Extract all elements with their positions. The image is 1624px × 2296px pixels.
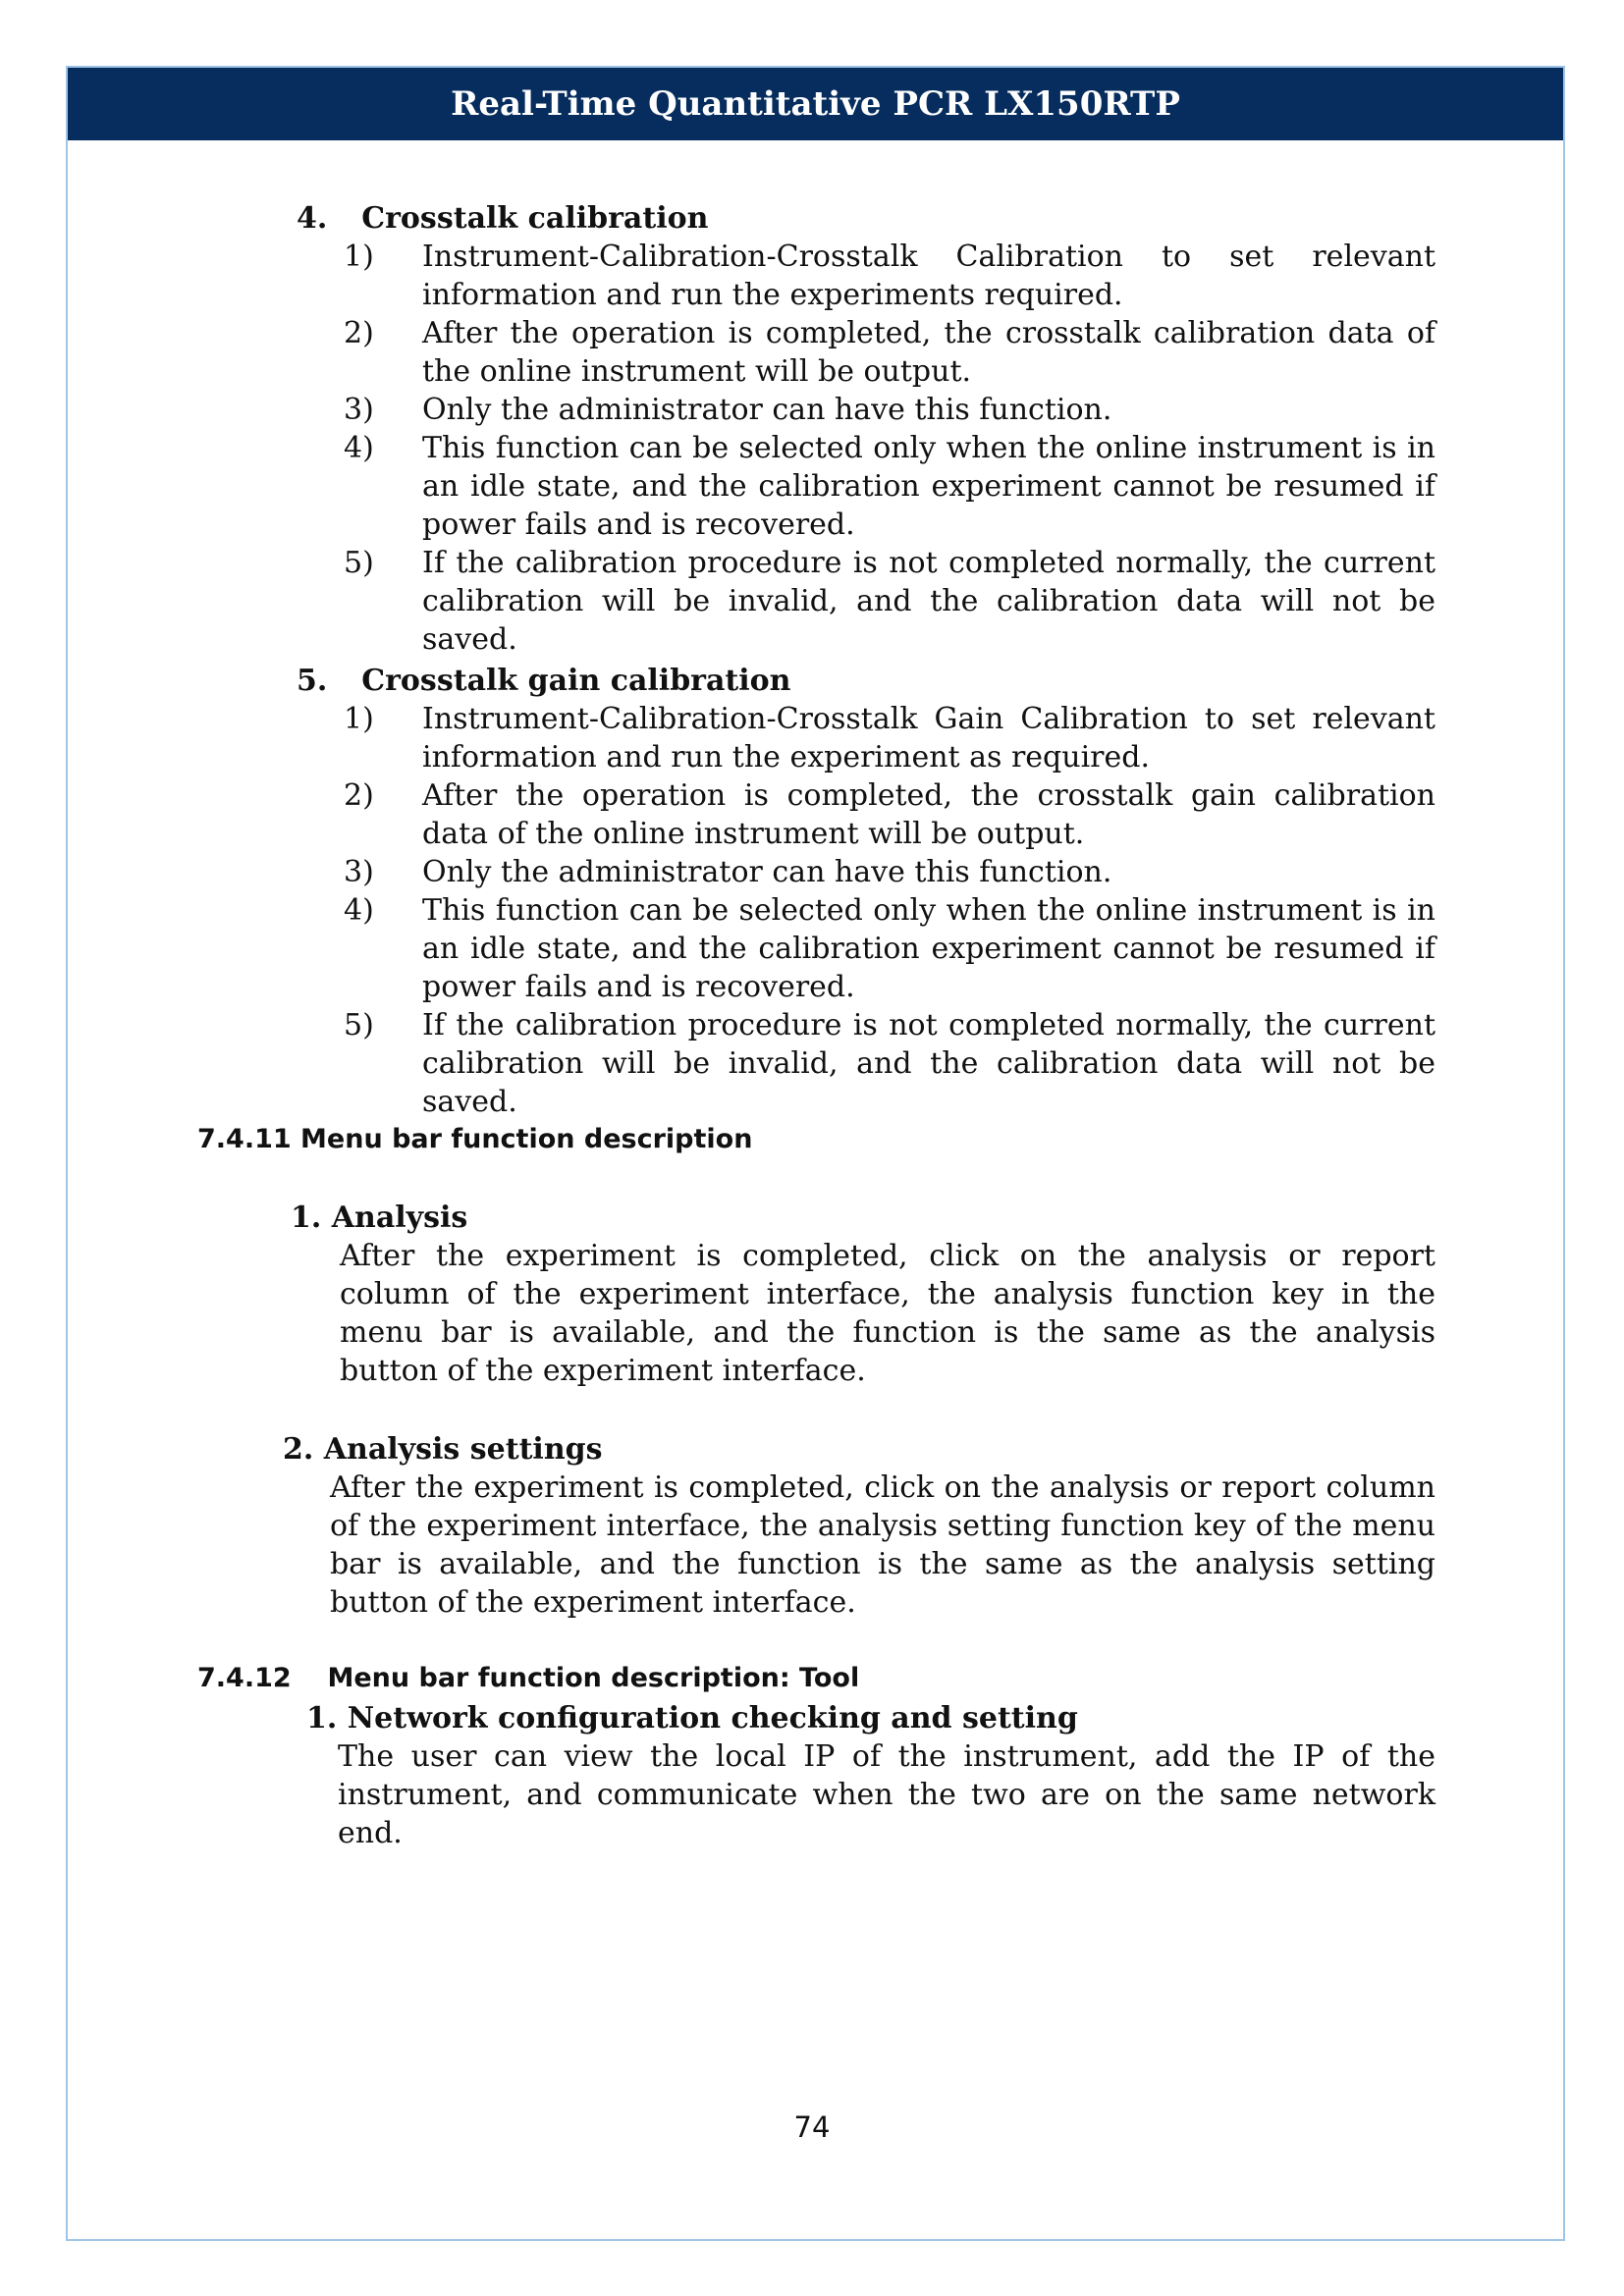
list-number: 1) (344, 702, 374, 736)
crosstalk-heading (297, 199, 708, 238)
list-number: 4) (344, 431, 374, 465)
list-text: After the operation is completed, the crosstalk gain calibration data of the online instrument will be output. (422, 778, 1435, 851)
list-item (344, 238, 1435, 314)
document-header: Real-Time Quantitative PCR LX150RTP (68, 68, 1563, 140)
list-number: 4) (344, 893, 374, 928)
list-number: 3) (344, 855, 374, 889)
list-text: Only the administrator can have this function. (422, 393, 1112, 427)
list-item (344, 391, 1435, 429)
list-text: After the operation is completed, the crosstalk calibration data of the online instrument will be output. (422, 316, 1435, 389)
network-text: The user can view the local IP of the instrument, add the IP of the instrument, and communicate when the two are on the same network end. (338, 1739, 1435, 1850)
network-title: 1. Network configuration checking and setting (306, 1701, 1078, 1735)
list-item (344, 314, 1435, 391)
page-number: 74 (793, 2110, 831, 2144)
list-item (344, 891, 1435, 1006)
list-item (344, 544, 1435, 659)
list-number: 1) (344, 240, 374, 274)
analysis-text: After the experiment is completed, click on the analysis or report column of the experiment interface, the analysis function key in the menu bar is available, and the function is the same as the analysis button of the experiment interface. (340, 1239, 1435, 1388)
list-text: If the calibration procedure is not completed normally, the current calibration will be invalid, and the calibration data will not be saved. (422, 1008, 1435, 1119)
analysis-settings-text: After the experiment is completed, click on the analysis or report column of the experiment interface, the analysis setting function key of the menu bar is available, and the function is the same as the analysis setting button of the experiment interface. (330, 1470, 1435, 1620)
list-number: 2) (344, 316, 374, 350)
crosstalk-title: Crosstalk calibration (361, 201, 709, 236)
analysis-settings-title: 2. Analysis settings (283, 1432, 603, 1467)
section-7-4-12-title: Menu bar function description: Tool (327, 1663, 860, 1693)
list-item (344, 1006, 1435, 1121)
section-7-4-12-number: 7.4.12 (197, 1663, 292, 1693)
list-item (344, 700, 1435, 776)
section-7-4-12-heading (197, 1661, 859, 1696)
list-number: 5) (344, 1008, 374, 1042)
list-item (344, 776, 1435, 853)
section-7-4-11-heading: 7.4.11 Menu bar function description (197, 1124, 753, 1154)
analysis-title: 1. Analysis (291, 1201, 468, 1235)
list-item (344, 429, 1435, 544)
list-number: 3) (344, 393, 374, 427)
list-text: This function can be selected only when the online instrument is in an idle state, and the calibration experiment cannot be resumed if power fails and is recovered. (422, 893, 1435, 1004)
crosstalk-gain-number: 5. (297, 664, 328, 698)
list-text: If the calibration procedure is not completed normally, the current calibration will be invalid, and the calibration data will not be saved. (422, 546, 1435, 657)
crosstalk-gain-title: Crosstalk gain calibration (361, 664, 791, 698)
list-text: This function can be selected only when the online instrument is in an idle state, and the calibration experiment cannot be resumed if power fails and is recovered. (422, 431, 1435, 542)
list-number: 2) (344, 778, 374, 813)
list-text: Instrument-Calibration-Crosstalk Gain Calibration to set relevant information and run the experiment as required. (422, 702, 1435, 774)
list-text: Only the administrator can have this function. (422, 855, 1112, 889)
list-item (344, 853, 1435, 891)
list-text: Instrument-Calibration-Crosstalk Calibration to set relevant information and run the experiments required. (422, 240, 1435, 312)
crosstalk-number: 4. (297, 201, 328, 236)
crosstalk-gain-heading (297, 662, 791, 700)
list-number: 5) (344, 546, 374, 580)
